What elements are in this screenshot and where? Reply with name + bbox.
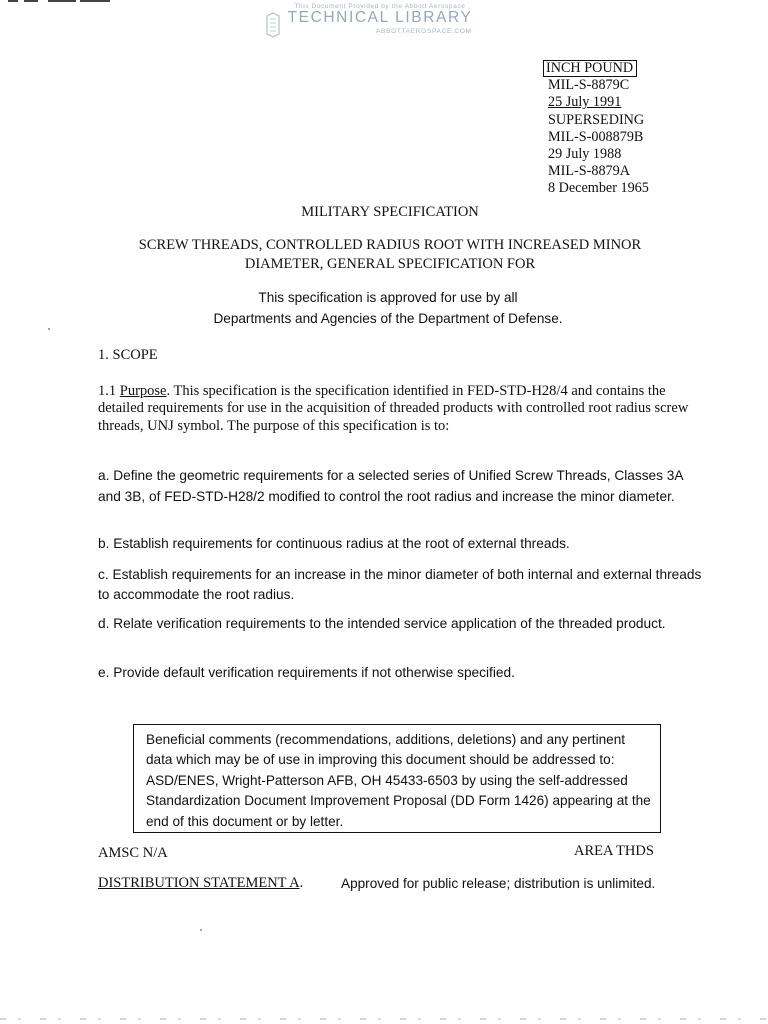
scan-mark	[24, 0, 38, 2]
inch-pound-box: INCH POUND	[543, 60, 637, 77]
distribution-statement-text: Approved for public release; distribution is unlimited.	[341, 876, 656, 891]
distribution-statement-label: DISTRIBUTION STATEMENT A.	[98, 875, 304, 891]
purpose-number: 1.1	[98, 383, 117, 399]
superseded-doc-2-date: 8 December 1965	[548, 180, 649, 197]
watermark-site: ABBOTTAEROSPACE.COM	[376, 28, 472, 35]
superseded-doc-1: MIL-S-008879B	[548, 128, 644, 145]
scan-speckle	[200, 929, 202, 931]
superseding-label: SUPERSEDING	[548, 111, 645, 128]
scan-mark	[8, 0, 18, 2]
scan-bottom-edge	[0, 1018, 768, 1020]
list-item: b. Establish requirements for continuous radius at the root of external threads.	[98, 536, 570, 551]
spec-type: MILITARY SPECIFICATION	[301, 204, 479, 220]
doc-date: 25 July 1991	[548, 94, 622, 111]
list-item: d. Relate verification requirements to the intended service application of the threaded product.	[98, 616, 666, 631]
scan-mark	[80, 0, 110, 2]
scan-speckle	[48, 328, 50, 330]
purpose-label: Purpose	[119, 383, 167, 399]
purpose-text: . This specification is the specification identified in FED-STD-H28/4 and contains the detailed requirements for use in the acquisition of threaded products with controlled root radius screw threads, UNJ symbol. The purpose of this specification is to:	[98, 383, 689, 434]
title-line-2: DIAMETER, GENERAL SPECIFICATION FOR	[244, 256, 536, 272]
list-item: e. Provide default verification requirements if not otherwise specified.	[98, 665, 515, 680]
doc-number: MIL-S-8879C	[548, 77, 630, 94]
amsc-label: AMSC N/A	[98, 845, 168, 861]
document-header	[548, 60, 728, 198]
watermark-title: TECHNICAL LIBRARY	[287, 9, 473, 26]
superseded-doc-2: MIL-S-8879A	[548, 163, 630, 180]
title-line-1: SCREW THREADS, CONTROLLED RADIUS ROOT WITH INCREASED MINOR	[138, 237, 642, 253]
list-item: a. Define the geometric requirements for a selected series of Unified Screw Threads, Classes 3A and 3B, of FED-STD-H28/2 modified to control the root radius and increase the minor diameter.	[98, 468, 683, 504]
superseded-doc-1-date: 29 July 1988	[548, 146, 622, 163]
comments-box: Beneficial comments (recommendations, additions, deletions) and any pertinent data which may be of use in improving this document should be addressed to: ASD/ENES, Wright-Patterson AFB, OH 45433-6503 by using the self-addressed Standardization Document Improvement Proposal (DD Form 1426) appearing at the end of this document or by letter.	[133, 724, 661, 833]
purpose-paragraph	[98, 383, 704, 435]
scan-mark	[48, 0, 76, 2]
approval-line-2: Departments and Agencies of the Department of Defense.	[213, 311, 563, 326]
list-item: c. Establish requirements for an increase in the minor diameter of both internal and external threads to accommodate the root radius.	[98, 567, 702, 602]
watermark-provided-by: This Document Provided by the Abbott Aerospace	[294, 3, 466, 10]
scope-heading: 1. SCOPE	[98, 347, 158, 363]
area-label: AREA THDS	[574, 843, 654, 859]
approval-line-1: This specification is approved for use by all	[258, 290, 518, 305]
